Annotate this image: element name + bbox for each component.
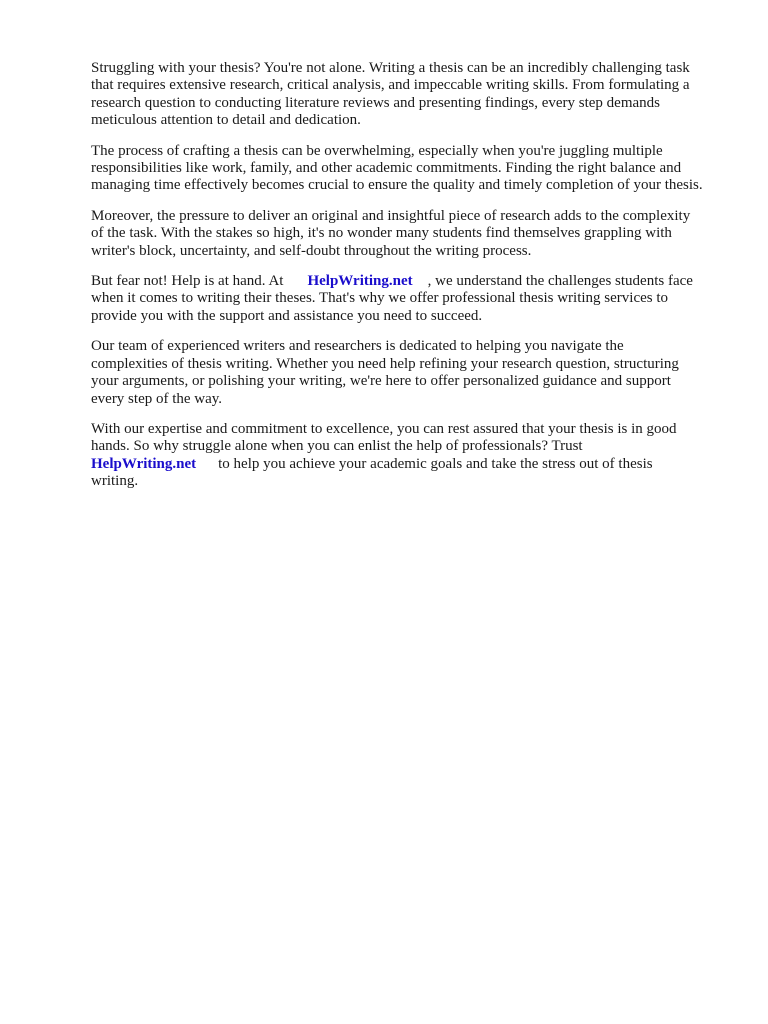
text-line: managing time effectively becomes crucial to ensure the quality and timely completion of your thesis. (91, 177, 703, 194)
paragraph-closing (91, 421, 731, 491)
text-line: research question to conducting literature reviews and presenting findings, every step demands (91, 94, 660, 111)
text-line: of the task. With the stakes so high, it's no wonder many students find themselves grappling with (91, 225, 672, 242)
closing-text-after-link: to help you achieve your academic goals and take the stress out of thesis (218, 455, 653, 472)
text-line: Moreover, the pressure to deliver an original and insightful piece of research adds to the complexity (91, 207, 691, 224)
helpwriting-link[interactable]: HelpWriting.net (307, 273, 413, 290)
paragraph-pressure (91, 208, 731, 260)
text-line: complexities of thesis writing. Whether you need help refining your research question, structuring (91, 355, 679, 372)
paragraph-team (91, 338, 731, 408)
text-line: hands. So why struggle alone when you can enlist the help of professionals? Trust (91, 438, 583, 455)
help-text-after-link: , we understand the challenges students face (427, 273, 693, 290)
text-line: writer's block, uncertainty, and self-doubt throughout the writing process. (91, 242, 532, 259)
text-line: With our expertise and commitment to excellence, you can rest assured that your thesis is in good (91, 420, 677, 437)
help-text-before-link: But fear not! Help is at hand. At (91, 273, 284, 290)
paragraph-help (91, 273, 731, 325)
text-line: that requires extensive research, critical analysis, and impeccable writing skills. From formulating a (91, 77, 690, 94)
text-line: when it comes to writing their theses. That's why we offer professional thesis writing services to (91, 290, 669, 307)
helpwriting-link[interactable]: HelpWriting.net (91, 455, 197, 472)
text-line: responsibilities like work, family, and other academic commitments. Finding the right balance and (91, 160, 682, 177)
text-line (91, 456, 731, 473)
document-body (91, 60, 731, 504)
text-line: The process of crafting a thesis can be overwhelming, especially when you're juggling multiple (91, 142, 663, 159)
text-line: Our team of experienced writers and researchers is dedicated to helping you navigate the (91, 338, 624, 355)
text-line: meticulous attention to detail and dedication. (91, 112, 361, 129)
text-line: your arguments, or polishing your writing, we're here to offer personalized guidance and support (91, 373, 671, 390)
paragraph-process (91, 143, 731, 195)
text-line: writing. (91, 473, 139, 490)
text-line: provide you with the support and assistance you need to succeed. (91, 307, 483, 324)
text-line (91, 273, 731, 290)
text-line: every step of the way. (91, 390, 223, 407)
paragraph-intro (91, 60, 731, 130)
text-line: Struggling with your thesis? You're not alone. Writing a thesis can be an incredibly challenging task (91, 60, 690, 76)
